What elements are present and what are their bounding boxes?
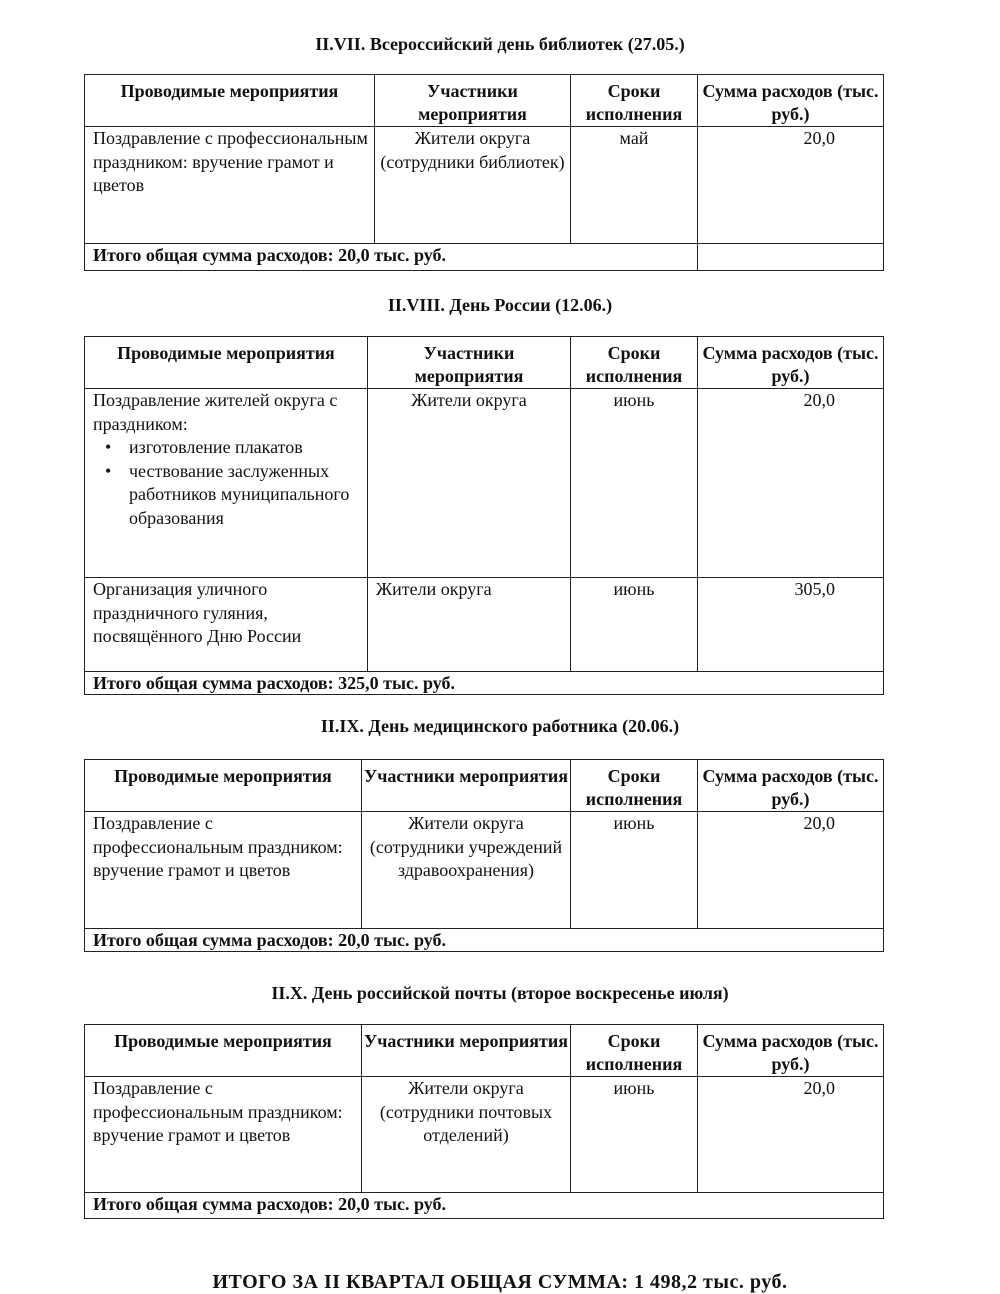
term-cell: июнь (571, 1077, 698, 1193)
header-participants: Участники мероприятия (362, 1025, 571, 1077)
header-participants: Участники мероприятия (368, 337, 571, 389)
header-term: Сроки исполнения (571, 760, 698, 812)
term-cell: июнь (571, 812, 698, 929)
event-cell: Поздравление с профессиональным праздником: вручение грамот и цветов (85, 1077, 362, 1193)
total-text: Итого общая сумма расходов: 20,0 тыс. руб. (85, 1193, 884, 1219)
expense-table (84, 74, 884, 271)
participants-cell: Жители округа (сотрудники библиотек) (375, 127, 571, 244)
list-item: • изготовление плакатов (93, 436, 363, 460)
total-row (85, 1193, 884, 1219)
amount-cell: 20,0 (698, 1077, 884, 1193)
header-amount: Сумма расходов (тыс. руб.) (698, 337, 884, 389)
header-term: Сроки исполнения (571, 337, 698, 389)
table-header-row (85, 75, 884, 127)
header-amount: Сумма расходов (тыс. руб.) (698, 1025, 884, 1077)
event-cell: Поздравление с профессиональным праздником: вручение грамот и цветов (85, 127, 375, 244)
amount-cell: 20,0 (698, 389, 884, 578)
event-cell: Организация уличного праздничного гуляния, посвящённого Дню России (85, 578, 368, 672)
section-title: II.VII. Всероссийский день библиотек (27.05.) (315, 34, 685, 54)
total-row (85, 672, 884, 695)
amount-cell: 20,0 (698, 812, 884, 929)
event-text: Поздравление жителей округа с праздником: (93, 390, 338, 434)
list-item: • чествование заслуженных работников муниципального образования (93, 460, 363, 531)
section-title: II.IX. День медицинского работника (20.06.) (320, 716, 680, 736)
header-events: Проводимые мероприятия (85, 75, 375, 127)
participants-cell: Жители округа (сотрудники почтовых отделений) (362, 1077, 571, 1193)
header-amount: Сумма расходов (тыс. руб.) (698, 760, 884, 812)
header-events: Проводимые мероприятия (85, 1025, 362, 1077)
amount-cell: 305,0 (698, 578, 884, 672)
event-bullet-list (93, 436, 363, 530)
total-empty-cell (698, 244, 884, 271)
amount-cell: 20,0 (698, 127, 884, 244)
table-row (85, 1077, 884, 1193)
total-text: Итого общая сумма расходов: 20,0 тыс. руб. (85, 929, 884, 952)
section-title: II.X. День российской почты (второе воскресенье июля) (271, 983, 729, 1003)
grand-total: ИТОГО ЗА II КВАРТАЛ ОБЩАЯ СУММА: 1 498,2 тыс. руб. (212, 1271, 788, 1293)
header-term: Сроки исполнения (571, 75, 698, 127)
event-cell (85, 389, 368, 578)
participants-cell: Жители округа (сотрудники учреждений здравоохранения) (362, 812, 571, 929)
table-row (85, 578, 884, 672)
expense-table (84, 336, 884, 695)
total-text: Итого общая сумма расходов: 325,0 тыс. руб. (85, 672, 884, 695)
total-row (85, 244, 884, 271)
table-header-row (85, 1025, 884, 1077)
table-header-row (85, 760, 884, 812)
term-cell: июнь (571, 578, 698, 672)
participants-cell: Жители округа (368, 578, 571, 672)
table-row (85, 812, 884, 929)
section-title: II.VIII. День России (12.06.) (387, 295, 613, 315)
header-amount: Сумма расходов (тыс. руб.) (698, 75, 884, 127)
table-row (85, 389, 884, 578)
total-text: Итого общая сумма расходов: 20,0 тыс. руб. (85, 244, 698, 271)
header-participants: Участники мероприятия (375, 75, 571, 127)
header-events: Проводимые мероприятия (85, 760, 362, 812)
expense-table (84, 1024, 884, 1219)
term-cell: июнь (571, 389, 698, 578)
header-participants: Участники мероприятия (362, 760, 571, 812)
table-header-row (85, 337, 884, 389)
header-term: Сроки исполнения (571, 1025, 698, 1077)
term-cell: май (571, 127, 698, 244)
event-cell: Поздравление с профессиональным праздником: вручение грамот и цветов (85, 812, 362, 929)
expense-table (84, 759, 884, 952)
total-row (85, 929, 884, 952)
header-events: Проводимые мероприятия (85, 337, 368, 389)
table-row (85, 127, 884, 244)
participants-cell: Жители округа (368, 389, 571, 578)
